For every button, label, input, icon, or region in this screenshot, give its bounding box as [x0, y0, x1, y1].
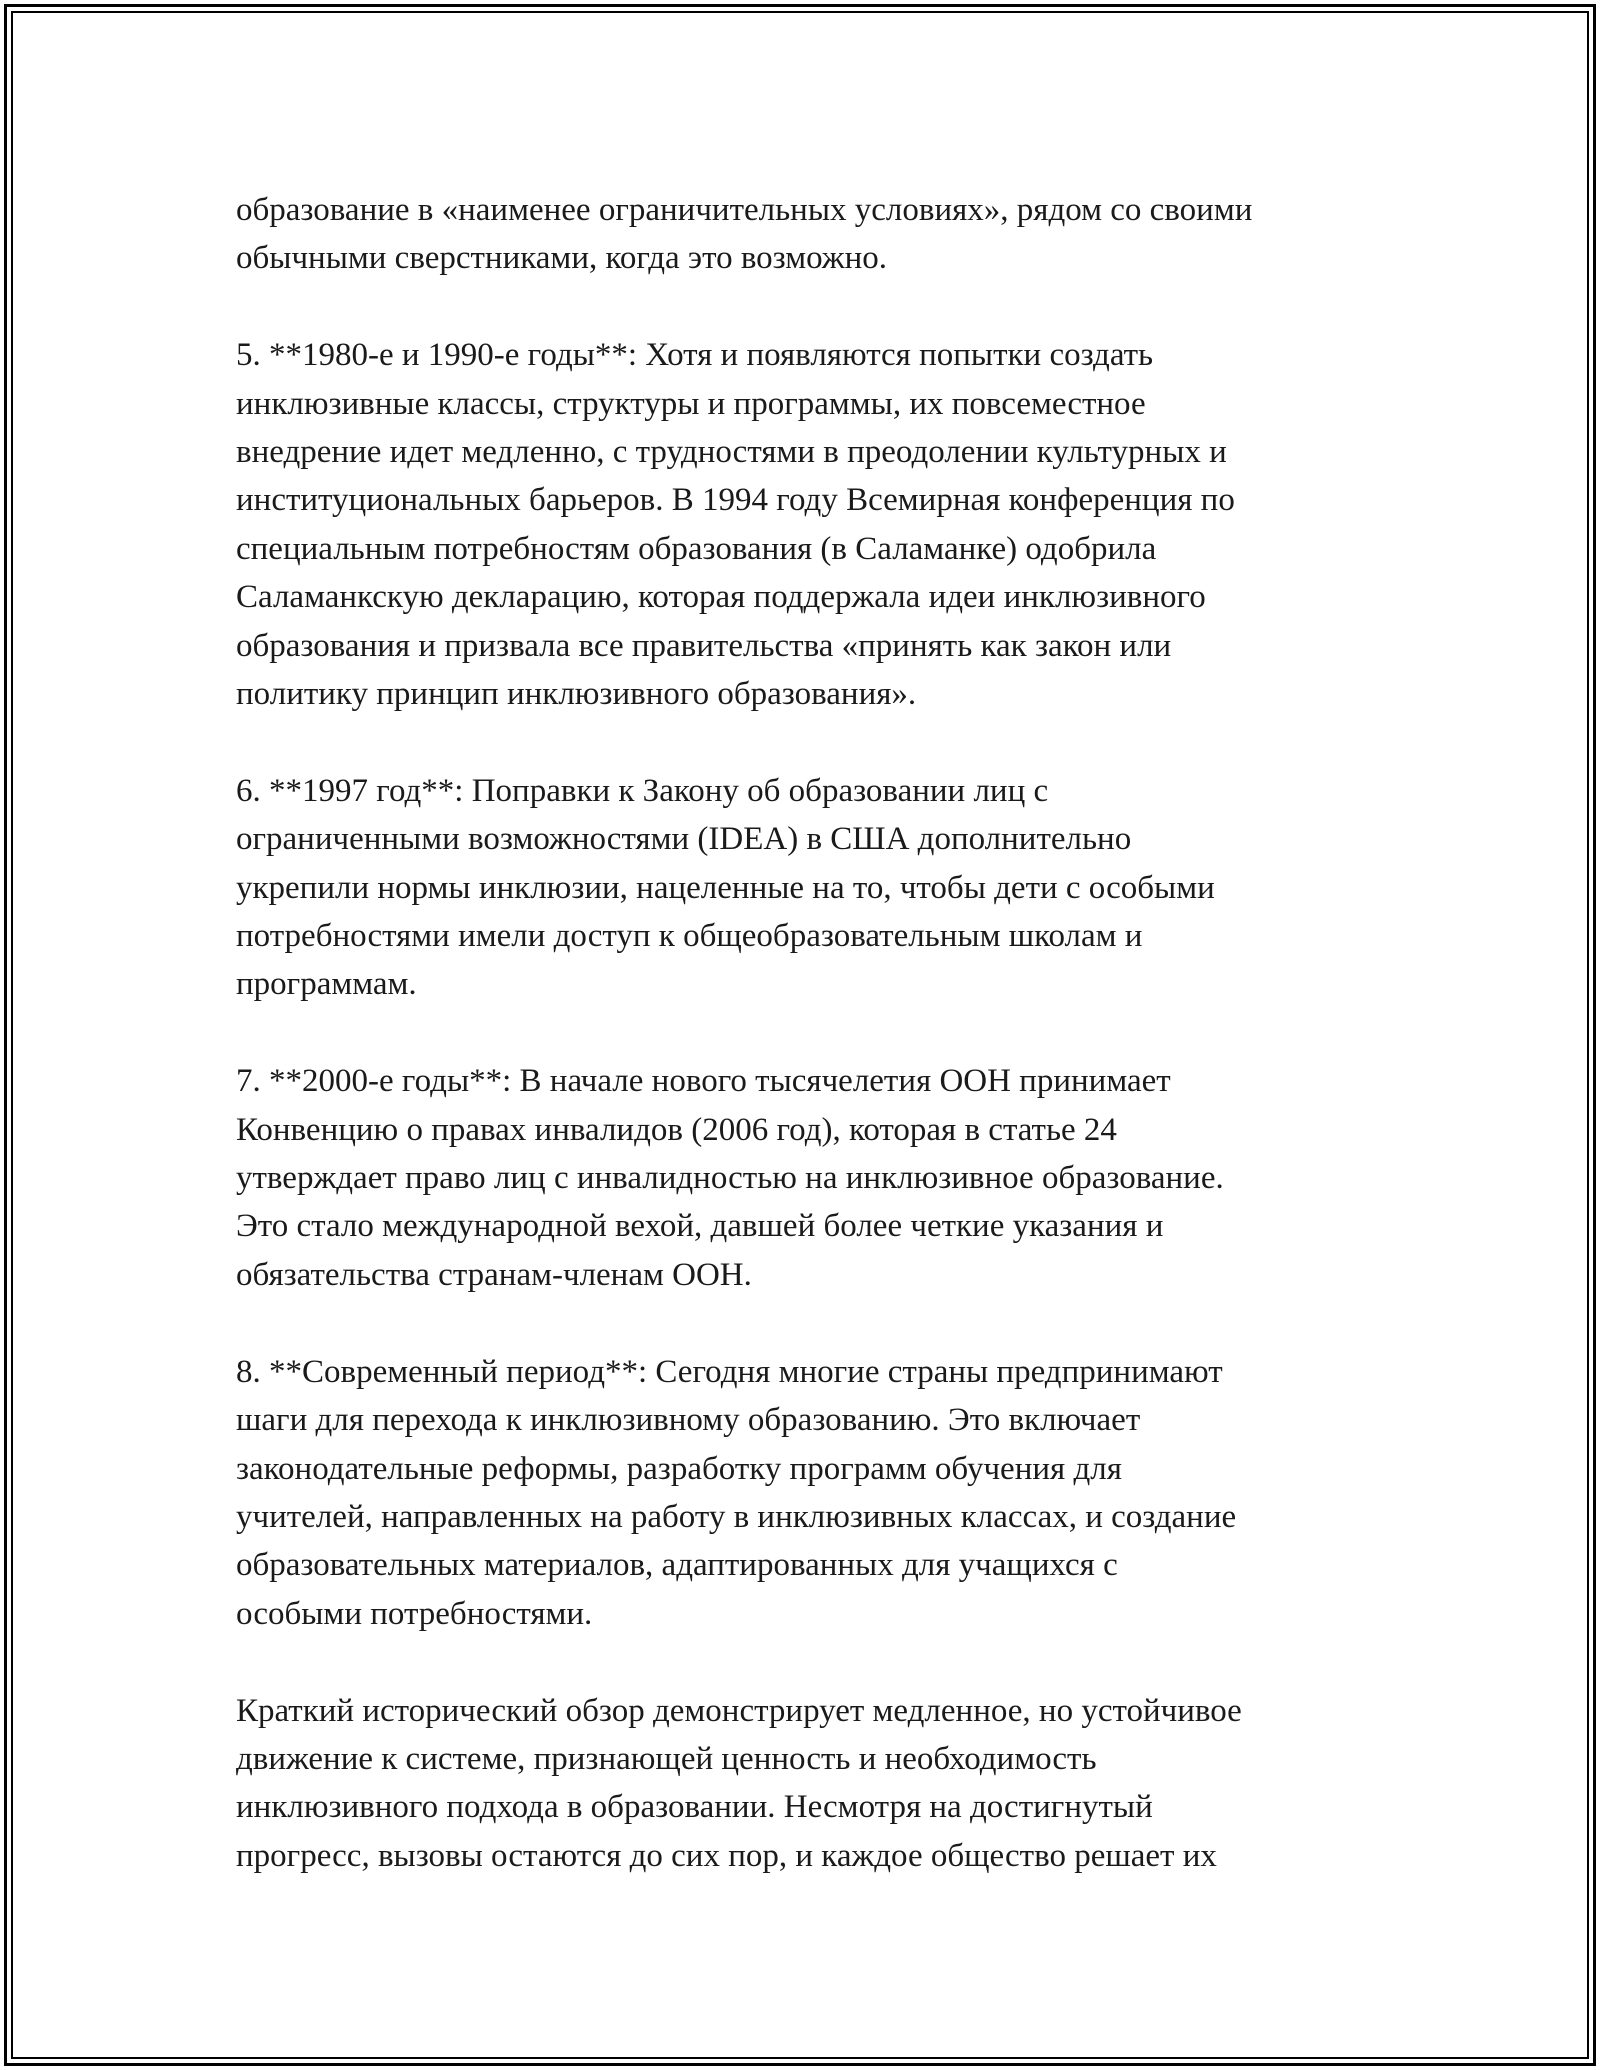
text-line: политику принцип инклюзивного образования». [236, 676, 917, 713]
text-line: движение к системе, признающей ценность и необходимость [236, 1740, 1097, 1777]
text-line: 7. **2000-е годы**: В начале нового тысячелетия ООН принимает [236, 1063, 1171, 1100]
text-line: внедрение идет медленно, с трудностями в преодолении культурных и [236, 434, 1227, 471]
text-line: образование в «наименее ограничительных условиях», рядом со своими [236, 192, 1253, 228]
text-line: 5. **1980-е и 1990-е годы**: Хотя и появляются попытки создать [236, 337, 1154, 374]
text-line: инклюзивные классы, структуры и программы, их повсеместное [236, 385, 1146, 422]
text-line: 8. **Современный период**: Сегодня многие страны предпринимают [236, 1353, 1223, 1390]
text-line: Саламанкскую декларацию, которая поддержала идеи инклюзивного [236, 579, 1206, 616]
paragraph-1997 [236, 767, 1396, 1009]
text-line: прогресс, вызовы остаются до сих пор, и каждое общество решает их [236, 1837, 1217, 1874]
text-line: законодательные реформы, разработку программ обучения для [236, 1450, 1122, 1487]
text-line: Краткий исторический обзор демонстрирует медленное, но устойчивое [236, 1692, 1242, 1729]
text-line: шаги для перехода к инклюзивному образованию. Это включает [236, 1402, 1141, 1439]
text-line: обязательства странам-членам ООН. [236, 1256, 752, 1293]
paragraph-inclusion-intro [236, 186, 1396, 283]
text-line: Это стало международной вехой, давшей более четкие указания и [236, 1208, 1164, 1245]
text-line: образовательных материалов, адаптированных для учащихся с [236, 1547, 1118, 1584]
text-line: инклюзивного подхода в образовании. Несмотря на достигнутый [236, 1789, 1153, 1826]
document-body [236, 186, 1396, 1929]
paragraph-2000s [236, 1057, 1396, 1299]
text-line: специальным потребностям образования (в Саламанке) одобрила [236, 530, 1157, 567]
text-line: Конвенцию о правах инвалидов (2006 год), которая в статье 24 [236, 1111, 1117, 1148]
paragraph-modern-period [236, 1348, 1396, 1638]
text-line: образования и призвала все правительства «принять как закон или [236, 627, 1172, 664]
paragraph-summary [236, 1687, 1396, 1881]
text-line: программам. [236, 966, 417, 1003]
paragraph-1980s-1990s [236, 331, 1396, 718]
text-line: особыми потребностями. [236, 1595, 593, 1632]
text-line: учителей, направленных на работу в инклюзивных классах, и создание [236, 1498, 1237, 1535]
text-line: институциональных барьеров. В 1994 году Всемирная конференция по [236, 482, 1235, 519]
text-line: укрепили нормы инклюзии, нацеленные на то, чтобы дети с особыми [236, 869, 1215, 906]
text-line: ограниченными возможностями (IDEA) в США дополнительно [236, 821, 1132, 858]
text-line: обычными сверстниками, когда это возможно. [236, 240, 888, 277]
text-line: потребностями имели доступ к общеобразовательным школам и [236, 918, 1143, 955]
text-line: 6. **1997 год**: Поправки к Закону об образовании лиц с [236, 772, 1049, 809]
text-line: утверждает право лиц с инвалидностью на инклюзивное образование. [236, 1160, 1224, 1197]
